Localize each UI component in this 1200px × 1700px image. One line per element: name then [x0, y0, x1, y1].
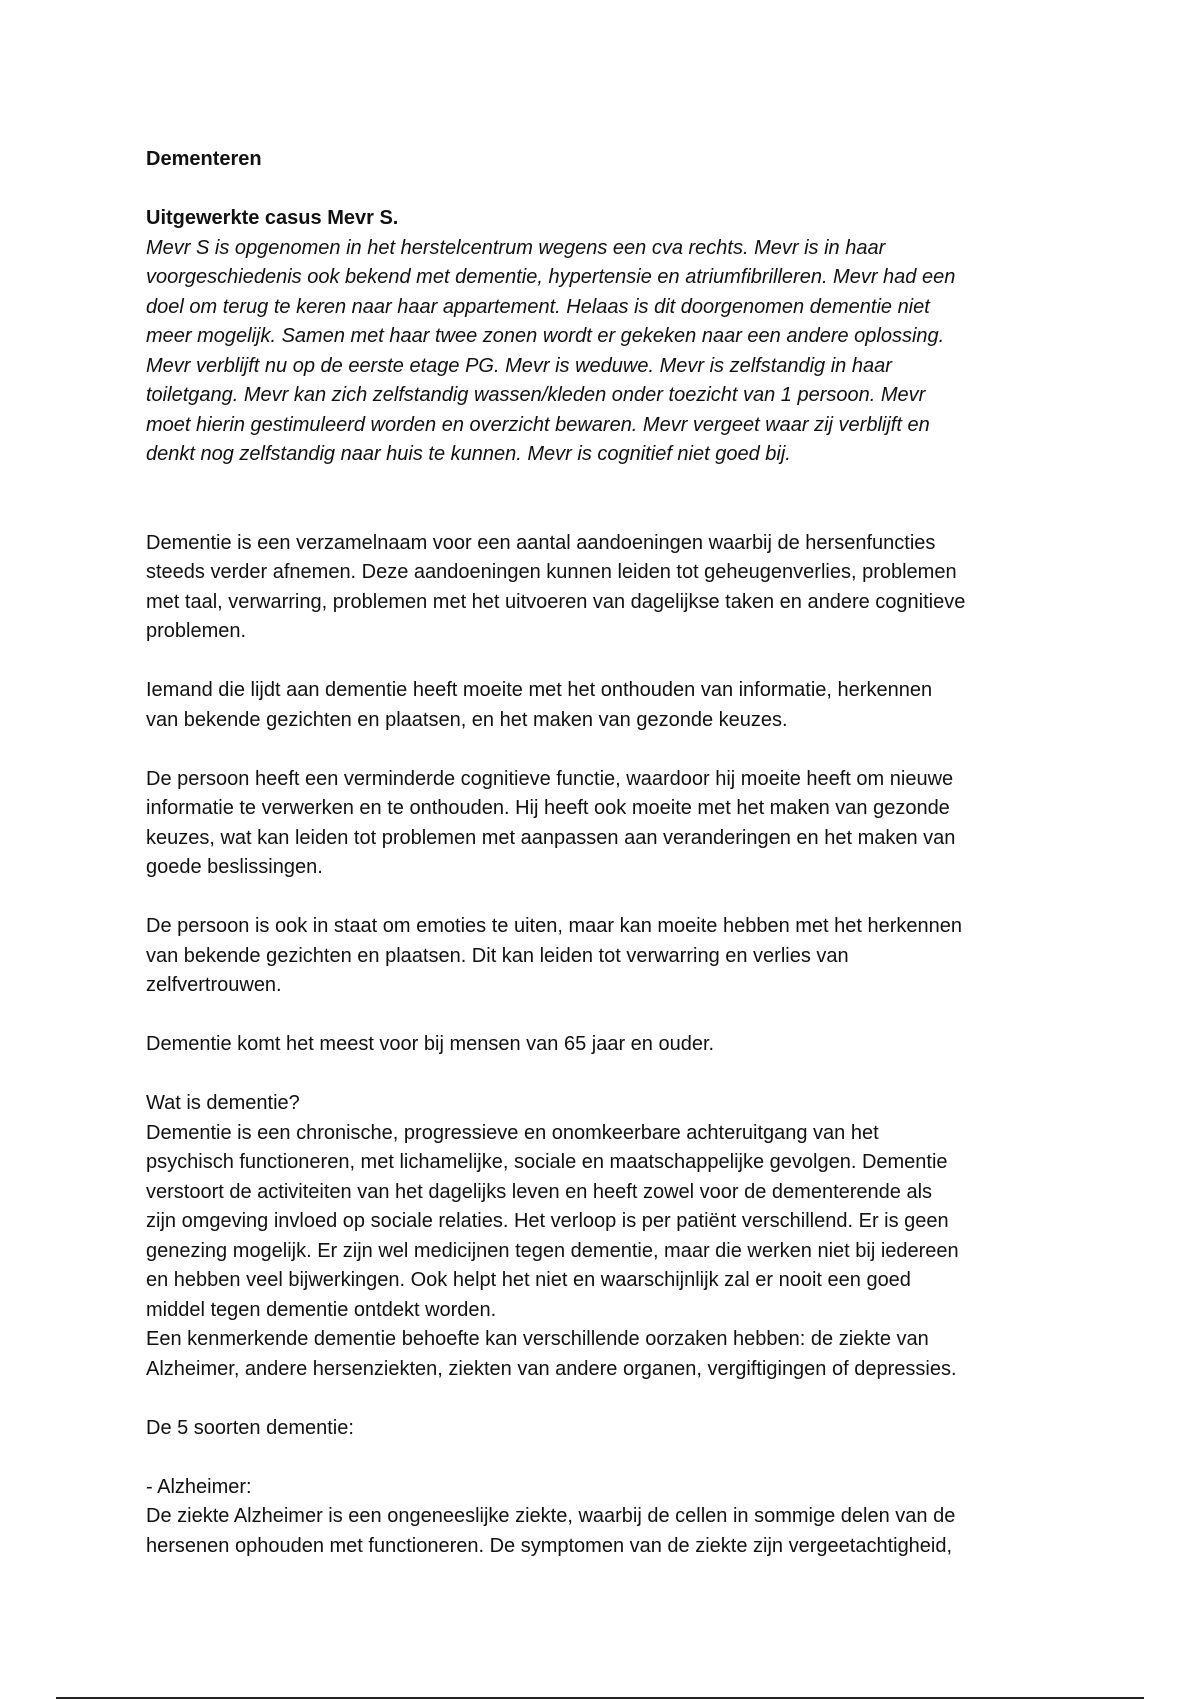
- text-line: en hebben veel bijwerkingen. Ook helpt het niet en waarschijnlijk zal er nooit een goed: [146, 1269, 911, 1291]
- paragraph-definition: [146, 529, 1066, 647]
- text-line: De 5 soorten dementie:: [146, 1416, 354, 1439]
- case-line: doel om terug te keren naar haar appartement. Helaas is dit doorgenomen dementie niet: [146, 295, 930, 318]
- text-line: van bekende gezichten en plaatsen, en het maken van gezonde keuzes.: [146, 708, 788, 731]
- text-line: Dementie is een chronische, progressieve en onomkeerbare achteruitgang van het: [146, 1121, 879, 1144]
- text-line: Een kenmerkende dementie behoefte kan verschillende oorzaken hebben: de ziekte van: [146, 1328, 929, 1350]
- paragraph-types-heading: [146, 1414, 1066, 1444]
- text-line: De persoon is ook in staat om emoties te uiten, maar kan moeite hebben met het herkennen: [146, 915, 963, 937]
- paragraph-alzheimer: [146, 1473, 1066, 1562]
- text-line: middel tegen dementie ontdekt worden.: [146, 1298, 497, 1321]
- text-line: met taal, verwarring, problemen met het uitvoeren van dagelijkse taken en andere cognitieve: [146, 590, 966, 613]
- case-line: moet hierin gestimuleerd worden en overzicht bewaren. Mevr vergeet waar zij verblijft en: [146, 413, 930, 436]
- case-line: Mevr S is opgenomen in het herstelcentrum wegens een cva rechts. Mevr is in haar: [146, 236, 886, 259]
- section-question: Wat is dementie?: [146, 1092, 300, 1114]
- case-line: meer mogelijk. Samen met haar twee zonen wordt er gekeken naar een andere oplossing.: [146, 325, 945, 347]
- text-line: Alzheimer, andere hersenziekten, ziekten van andere organen, vergiftigingen of depressies.: [146, 1357, 957, 1380]
- text-line: goede beslissingen.: [146, 856, 323, 878]
- text-line: Dementie is een verzamelnaam voor een aantal aandoeningen waarbij de hersenfuncties: [146, 531, 936, 554]
- text-line: keuzes, wat kan leiden tot problemen met aanpassen aan veranderingen en het maken van: [146, 826, 956, 849]
- text-line: van bekende gezichten en plaatsen. Dit kan leiden tot verwarring en verlies van: [146, 944, 849, 967]
- text-line: De ziekte Alzheimer is een ongeneeslijke ziekte, waarbij de cellen in sommige delen van de: [146, 1505, 956, 1527]
- document-title: Dementeren: [146, 148, 262, 170]
- text-line: De persoon heeft een verminderde cognitieve functie, waardoor hij moeite heeft om nieuwe: [146, 767, 954, 790]
- page-divider: [56, 1697, 1144, 1699]
- text-line: informatie te verwerken en te onthouden. Hij heeft ook moeite met het maken van gezonde: [146, 797, 950, 819]
- case-line: toiletgang. Mevr kan zich zelfstandig wassen/kleden onder toezicht van 1 persoon. Mevr: [146, 384, 926, 406]
- text-line: psychisch functioneren, met lichamelijke, sociale en maatschappelijke gevolgen. Dementie: [146, 1151, 948, 1173]
- text-line: genezing mogelijk. Er zijn wel medicijnen tegen dementie, maar die werken niet bij iedereen: [146, 1239, 959, 1262]
- list-item-alzheimer: - Alzheimer:: [146, 1475, 252, 1498]
- text-line: Iemand die lijdt aan dementie heeft moeite met het onthouden van informatie, herkennen: [146, 679, 933, 701]
- text-line: Dementie komt het meest voor bij mensen van 65 jaar en ouder.: [146, 1033, 715, 1055]
- case-title: Uitgewerkte casus Mevr S.: [146, 207, 399, 229]
- paragraph-memory: [146, 676, 1066, 735]
- case-description: [146, 234, 1066, 470]
- text-line: zelfvertrouwen.: [146, 974, 282, 996]
- paragraph-what-is-dementia: [146, 1089, 1066, 1384]
- case-line: Mevr verblijft nu op de eerste etage PG. Mevr is weduwe. Mevr is zelfstandig in haar: [146, 354, 892, 377]
- text-line: verstoort de activiteiten van het dagelijks leven en heeft zowel voor de dementerende als: [146, 1180, 933, 1203]
- paragraph-emotions: [146, 912, 1066, 1001]
- text-line: zijn omgeving invloed op sociale relaties. Het verloop is per patiënt verschillend. Er is geen: [146, 1210, 949, 1232]
- document-page: [146, 145, 1066, 1561]
- text-line: problemen.: [146, 620, 247, 642]
- text-line: steeds verder afnemen. Deze aandoeningen kunnen leiden tot geheugenverlies, problemen: [146, 561, 957, 583]
- case-line: voorgeschiedenis ook bekend met dementie, hypertensie en atriumfibrilleren. Mevr had een: [146, 266, 956, 288]
- case-line: denkt nog zelfstandig naar huis te kunnen. Mevr is cognitief niet goed bij.: [146, 443, 791, 465]
- paragraph-age: [146, 1030, 1066, 1060]
- text-line: hersenen ophouden met functioneren. De symptomen van de ziekte zijn vergeetachtigheid,: [146, 1534, 953, 1557]
- paragraph-cognition: [146, 765, 1066, 883]
